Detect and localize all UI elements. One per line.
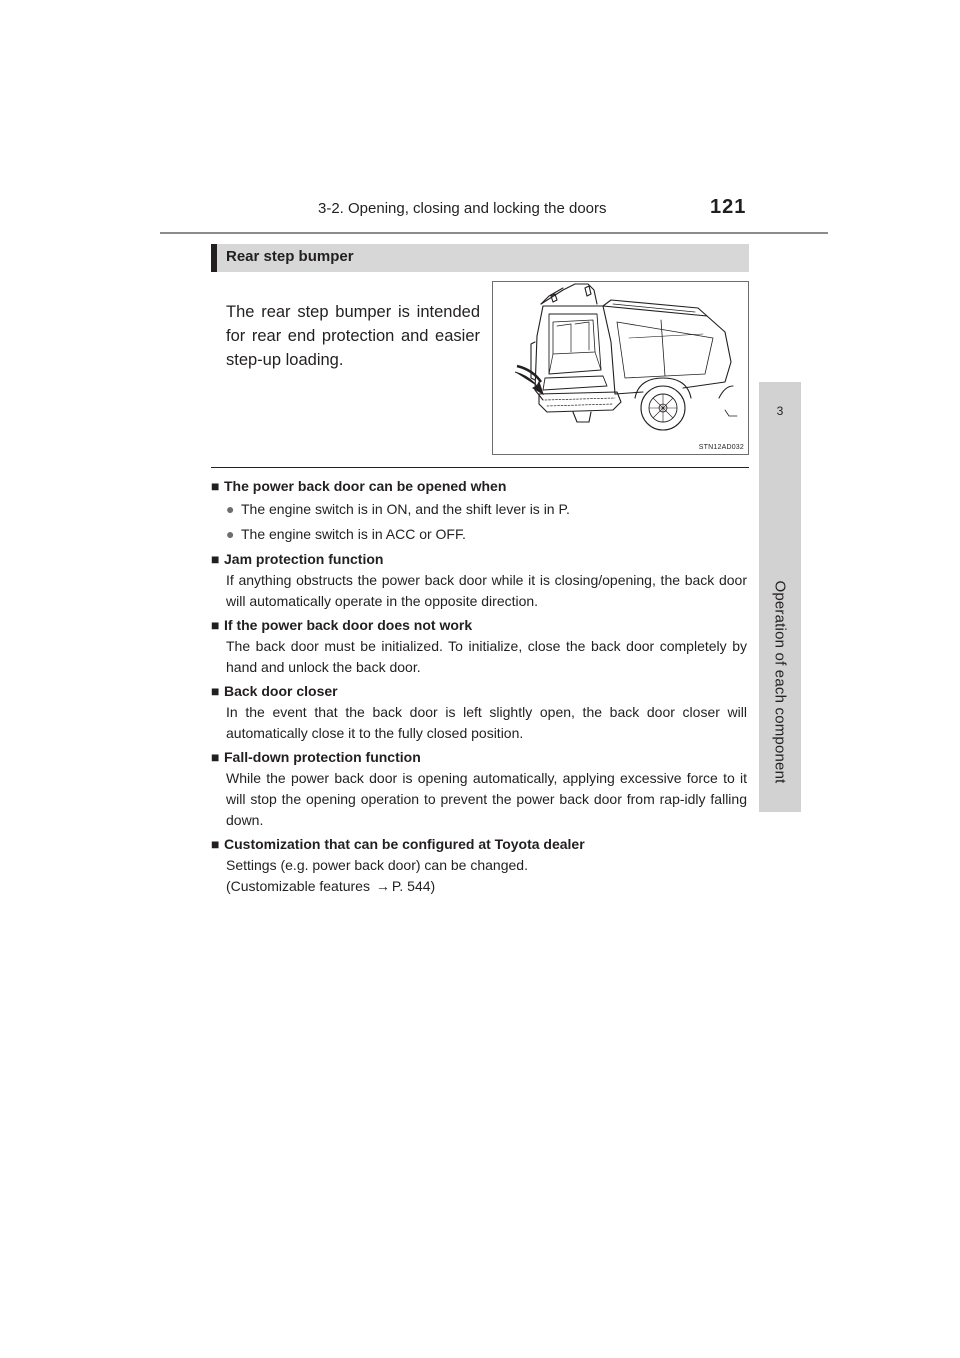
note-power-back-door-open [211, 476, 747, 545]
header-rule [160, 232, 828, 234]
note-heading: Back door closer [224, 683, 338, 699]
figure-code: STN12AD032 [698, 444, 744, 451]
note-fall-down-protection [211, 747, 747, 831]
page-number: 121 [710, 196, 747, 218]
section-header-bar [211, 244, 217, 272]
note-heading: Jam protection function [224, 551, 384, 567]
page-reference-link[interactable]: P. 544) [391, 878, 436, 894]
note-body: While the power back door is opening automatically, applying excessive force to it will stop the opening operation to prevent the power back door from rap-idly falling down. [226, 770, 747, 828]
note-body: Settings (e.g. power back door) can be changed. [226, 857, 528, 873]
section-title: Rear step bumper [226, 248, 354, 265]
cross-reference[interactable]: (Customizable features → P. 544) [211, 876, 747, 897]
note-back-door-closer [211, 681, 747, 744]
section-divider [211, 467, 749, 468]
note-heading: Fall-down protection function [224, 749, 421, 765]
note-customization [211, 834, 747, 897]
square-bullet-icon: ■ [211, 749, 220, 765]
section-intro: The rear step bumper is intended for rear end protection and easier step-up loading. [226, 303, 480, 369]
note-jam-protection [211, 549, 747, 612]
note-body: In the event that the back door is left slightly open, the back door closer will automatically close it to the fully closed position. [226, 704, 747, 741]
chapter-side-tab[interactable] [759, 382, 801, 812]
rear-step-bumper-illustration [492, 281, 749, 455]
note-body: If anything obstructs the power back door while it is closing/opening, the back door will automatically operate in the opposite direction. [226, 572, 747, 609]
list-item: ● The engine switch is in ON, and the shift lever is in P. [211, 499, 747, 520]
note-heading: Customization that can be configured at Toyota dealer [224, 836, 585, 852]
square-bullet-icon: ■ [211, 836, 220, 852]
square-bullet-icon: ■ [211, 478, 220, 494]
note-door-not-working [211, 615, 747, 678]
vehicle-illustration [493, 282, 748, 454]
circle-bullet-icon: ● [226, 501, 235, 517]
square-bullet-icon: ■ [211, 551, 220, 567]
list-item: ● The engine switch is in ACC or OFF. [211, 524, 747, 545]
arrow-right-icon: → [375, 878, 390, 894]
bumper-pointer-arrow [515, 366, 543, 394]
note-heading: The power back door can be opened when [224, 478, 507, 494]
chapter-header: 3-2. Opening, closing and locking the doors [318, 200, 607, 217]
notes-list [211, 476, 747, 900]
chapter-number: 3 [776, 404, 784, 418]
note-body: The back door must be initialized. To initialize, close the back door completely by hand and unlock the back door. [226, 638, 747, 675]
chapter-label: Operation of each component [771, 580, 789, 784]
note-heading: If the power back door does not work [224, 617, 473, 633]
section-header [211, 244, 749, 272]
circle-bullet-icon: ● [226, 526, 235, 542]
square-bullet-icon: ■ [211, 683, 220, 699]
square-bullet-icon: ■ [211, 617, 220, 633]
